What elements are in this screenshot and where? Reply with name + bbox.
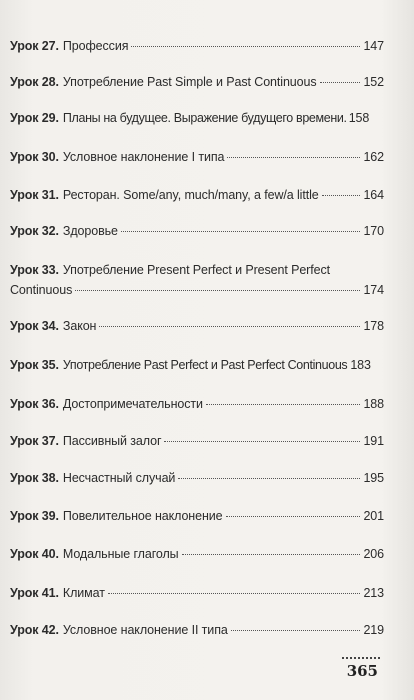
page-ref: 213 — [363, 586, 384, 600]
lesson-title: Повелительное наклонение — [62, 509, 223, 523]
toc-entry — [10, 508, 384, 524]
toc-entry — [10, 396, 384, 412]
page-ref: 174 — [363, 283, 384, 297]
lesson-number: Урок 33. — [10, 263, 59, 277]
lesson-number: Урок 32. — [10, 224, 59, 238]
lesson-number: Урок 29. — [10, 111, 59, 125]
lesson-title: Здоровье — [62, 224, 118, 238]
page-ref: 152 — [363, 75, 384, 89]
page-ref: 201 — [363, 509, 384, 523]
toc-entry — [10, 433, 384, 449]
lesson-title: Употребление Past Simple и Past Continuous — [62, 75, 317, 89]
dot-leader — [231, 630, 361, 631]
lesson-number: Урок 30. — [10, 150, 59, 164]
page-number: 365 — [346, 662, 378, 680]
dot-leader — [227, 157, 360, 158]
lesson-number: Урок 28. — [10, 75, 59, 89]
dot-leader — [121, 231, 361, 232]
lesson-title: Климат — [62, 586, 105, 600]
lesson-number: Урок 35. — [10, 358, 59, 372]
toc-entry — [10, 262, 384, 298]
dot-leader — [99, 326, 360, 327]
lesson-title: Несчастный случай — [62, 471, 176, 485]
dot-leader — [320, 82, 361, 83]
lesson-title: Профессия — [62, 39, 129, 53]
page-ref: 195 — [363, 471, 384, 485]
lesson-title: Ресторан. Some/any, much/many, a few/a little — [62, 188, 319, 202]
lesson-number: Урок 40. — [10, 547, 59, 561]
page-ref: 188 — [363, 397, 384, 411]
page-ref: 170 — [363, 224, 384, 238]
lesson-title: Закон — [62, 319, 97, 333]
lesson-number: Урок 42. — [10, 623, 59, 637]
toc-entry — [10, 470, 384, 486]
page-ref: 178 — [363, 319, 384, 333]
toc-entry — [10, 622, 384, 638]
page-ref: 191 — [363, 434, 384, 448]
dot-leader — [164, 441, 360, 442]
lesson-number: Урок 31. — [10, 188, 59, 202]
lesson-title: Достопримечательности — [62, 397, 203, 411]
toc-entry — [10, 110, 384, 126]
lesson-number: Урок 34. — [10, 319, 59, 333]
toc-entry — [10, 318, 384, 334]
toc-entry — [10, 187, 384, 203]
toc-entry — [10, 357, 384, 373]
lesson-number: Урок 27. — [10, 39, 59, 53]
dot-leader — [75, 290, 360, 291]
lesson-number: Урок 38. — [10, 471, 59, 485]
toc-entry — [10, 74, 384, 90]
toc-entry — [10, 585, 384, 601]
page-ref: 164 — [363, 188, 384, 202]
dot-leader — [178, 478, 360, 479]
lesson-number: Урок 41. — [10, 586, 59, 600]
lesson-title: Употребление Past Perfect и Past Perfect Continuous — [62, 358, 348, 372]
dot-leader — [206, 404, 361, 405]
lesson-number: Урок 39. — [10, 509, 59, 523]
page-ref: 162 — [363, 150, 384, 164]
toc-entry — [10, 38, 384, 54]
lesson-title: Модальные глаголы — [62, 547, 179, 561]
dot-leader — [108, 593, 361, 594]
lesson-number: Урок 36. — [10, 397, 59, 411]
dot-leader — [226, 516, 361, 517]
toc-entry — [10, 149, 384, 165]
dot-leader — [322, 195, 361, 196]
toc-entry — [10, 223, 384, 239]
lesson-title-continued: Continuous — [10, 283, 73, 297]
page-number-ornament — [342, 657, 380, 661]
page-ref: 183 — [350, 358, 371, 372]
dot-leader — [182, 554, 361, 555]
lesson-title: Употребление Present Perfect и Present Perfect — [62, 263, 330, 277]
page-ref: 206 — [363, 547, 384, 561]
dot-leader — [131, 46, 360, 47]
page-ref: 219 — [363, 623, 384, 637]
lesson-title: Планы на будущее. Выражение будущего времени. — [62, 111, 347, 125]
toc-entry — [10, 546, 384, 562]
page-ref: 158 — [348, 111, 370, 125]
lesson-title: Условное наклонение II типа — [62, 623, 228, 637]
page-ref: 147 — [363, 39, 384, 53]
lesson-number: Урок 37. — [10, 434, 59, 448]
lesson-title: Условное наклонение I типа — [62, 150, 225, 164]
lesson-title: Пассивный залог — [62, 434, 162, 448]
